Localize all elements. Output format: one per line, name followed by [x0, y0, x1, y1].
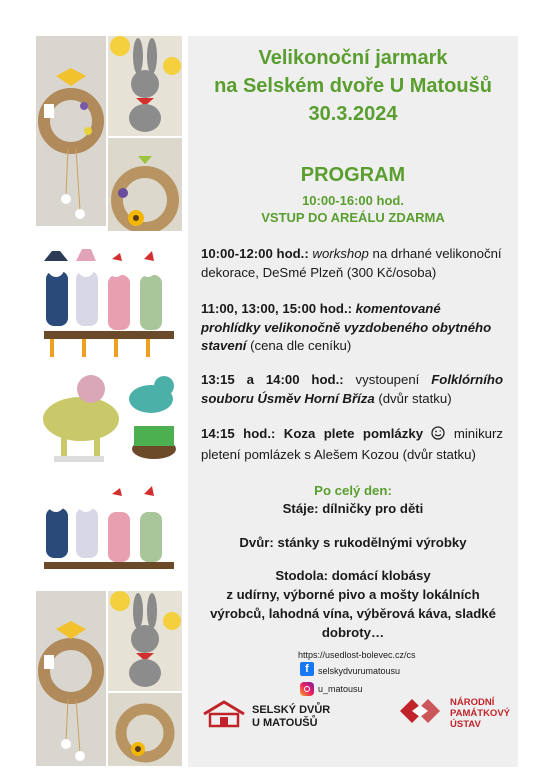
- stodola-line3: výrobců, lahodná vína, výběrová káva, sladké: [210, 606, 496, 621]
- logo-right-line2: PAMÁTKOVÝ: [450, 708, 510, 719]
- facebook-icon: f: [300, 662, 314, 676]
- item-time: 10:00-12:00 hod.:: [201, 246, 309, 261]
- allday-staje: Stáje: dílničky pro děti: [282, 501, 424, 516]
- item-rest: (cena dle ceníku): [246, 338, 352, 353]
- logo-left-line2: U MATOUŠŮ: [252, 716, 318, 729]
- program-item-tours: [201, 300, 503, 356]
- instagram-icon: [300, 682, 314, 696]
- item-rest: na drhané velikonoční dekorace, DeSmé Plzeň (300 Kč/osoba): [201, 246, 502, 280]
- stodola-line2: z udírny, výborné pivo a mošty lokálních: [226, 587, 480, 602]
- item-pre: vystoupení: [343, 372, 432, 387]
- allday-stodola: [188, 566, 518, 642]
- instagram-handle: u_matousu: [318, 684, 363, 694]
- item-emph: workshop: [312, 246, 369, 261]
- item-emph: komentované prohlídky velikonočně vyzdobeného obytného stavení: [201, 301, 492, 353]
- npu-logo: [398, 696, 510, 731]
- photo-bunny: [108, 36, 182, 136]
- program-hours: 10:00-16:00 hod.: [302, 193, 404, 208]
- photo-hens: [36, 231, 182, 361]
- photo-hens-2: [36, 476, 182, 588]
- logo-right-line1: NÁRODNÍ: [450, 697, 495, 708]
- npu-logo-text: [450, 697, 510, 730]
- item-time: 14:15 hod.: Koza plete pomlázky: [201, 426, 424, 441]
- selsky-dvur-logo-text: [252, 704, 330, 730]
- facebook-link[interactable]: [300, 662, 400, 676]
- event-title: [188, 44, 518, 128]
- house-logo-icon: [202, 700, 246, 733]
- logo-left-line1: SELSKÝ DVŮR: [252, 703, 331, 716]
- photo-bunny-2: [108, 591, 182, 691]
- facebook-handle: selskydvurumatousu: [318, 666, 401, 676]
- photo-wreath-bunny: [36, 36, 106, 226]
- npu-logo-icon: [398, 696, 444, 731]
- allday-dvur: Dvůr: stánky s rukodělnými výrobky: [239, 535, 467, 550]
- item-rest: (dvůr statku): [374, 390, 452, 406]
- program-heading: PROGRAM: [300, 164, 406, 186]
- event-title-line1: Velikonoční jarmark: [258, 47, 448, 69]
- instagram-link[interactable]: [300, 682, 363, 696]
- stodola-line1: Stodola: domácí klobásy: [275, 568, 431, 583]
- smiley-icon: [431, 426, 445, 446]
- photo-collage: [36, 36, 182, 766]
- program-item-folklore: [201, 371, 503, 408]
- event-date: 30.3.2024: [308, 103, 398, 125]
- item-rest: minikurz pletení pomlázek s Alešem Kozou (dvůr statku): [201, 426, 503, 462]
- stodola-line4: dobroty…: [321, 625, 385, 640]
- item-time: 11:00, 13:00, 15:00 hod.:: [201, 301, 352, 316]
- program-entry: VSTUP DO AREÁLU ZDARMA: [261, 210, 445, 225]
- allday-title: Po celý den:: [314, 483, 392, 498]
- logo-right-line3: ÚSTAV: [450, 719, 481, 730]
- item-time: 13:15 a 14:00 hod.:: [201, 372, 344, 387]
- program-item-pomlazky: [201, 425, 503, 464]
- photo-wreath-sunflower-2: [108, 693, 182, 766]
- item-emph: Folklórního souboru Úsměv Horní Bříza: [201, 372, 503, 406]
- event-title-line2: na Selském dvoře U Matoušů: [214, 75, 492, 97]
- website-link[interactable]: https://usedlost-bolevec.cz/cs: [298, 650, 416, 660]
- photo-wreath-bunny-2: [36, 591, 106, 766]
- photo-goats: [36, 364, 182, 474]
- selsky-dvur-logo: [202, 700, 330, 733]
- program-item-workshop: [201, 245, 503, 282]
